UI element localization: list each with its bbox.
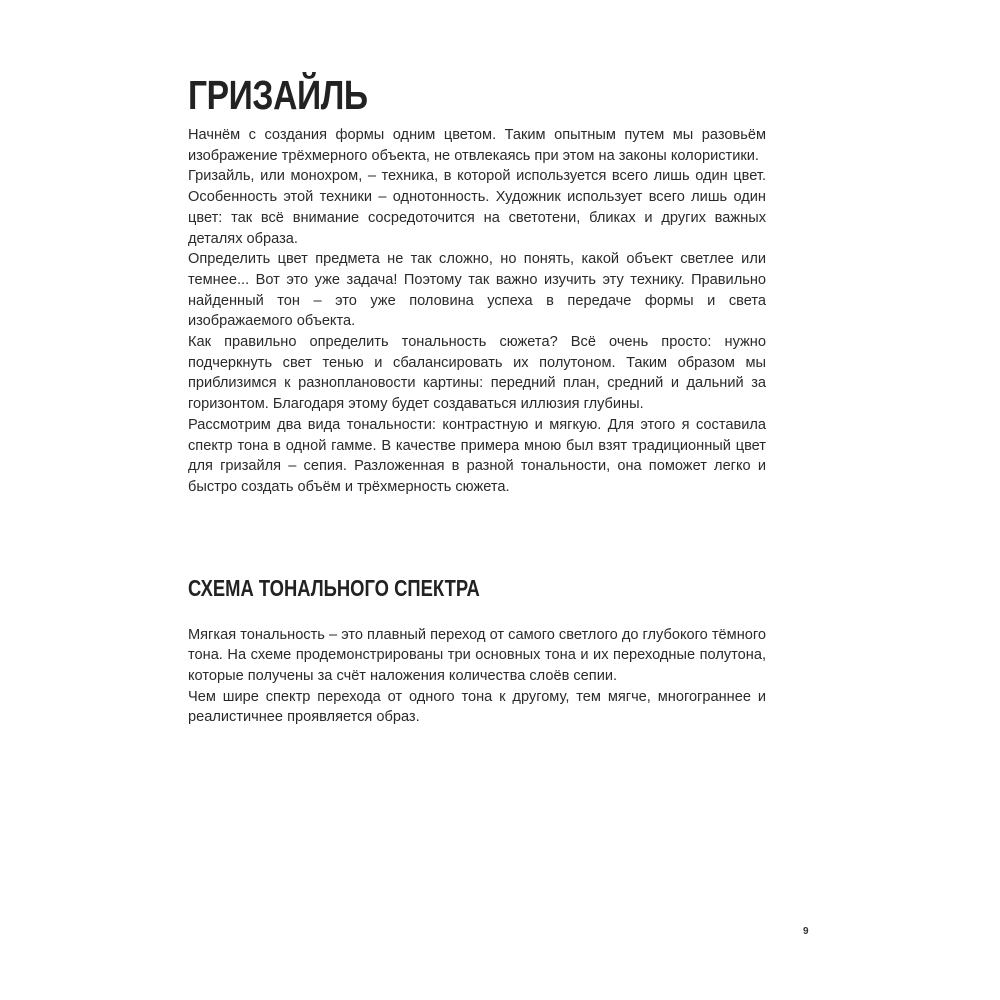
paragraph: Мягкая тональность – это плавный переход от самого светлого до глубокого тёмного тона. На схеме продемонстрированы три основных тона и их переходные полутона, которые получены за счёт наложения количества слоёв сепии. (188, 626, 766, 685)
section-heading: СХЕМА ТОНАЛЬНОГО СПЕКТРА (188, 574, 480, 601)
page-title: ГРИЗАЙЛЬ (188, 72, 368, 118)
intro-text-block (188, 125, 766, 498)
paragraph: Начнём с создания формы одним цветом. Таким опытным путем мы разовьём изображение трёхмерного объекта, не отвлекаясь при этом на законы колористики. (188, 127, 766, 164)
paragraph: Как правильно определить тональность сюжета? Всё очень просто: нужно подчеркнуть свет тенью и сбалансировать их полутоном. Таким образом мы приблизимся к разноплановости картины: передний план, средний и дальний за горизонтом. Благодаря этому будет создаваться иллюзия глубины. (188, 334, 766, 413)
tonal-spectrum-text-block (188, 625, 766, 729)
paragraph: Рассмотрим два вида тональности: контрастную и мягкую. Для этого я составила спектр тона в одной гамме. В качестве примера мною был взят традиционный цвет для гризайля – сепия. Разложенная в разной тональности, она поможет легко и быстро создать объём и трёхмерность сюжета. (188, 416, 766, 495)
page-content (188, 70, 766, 728)
page-number: 9 (803, 926, 809, 937)
paragraph: Гризайль, или монохром, – техника, в которой используется всего лишь один цвет. Особенность этой техники – однотонность. Художник использует всего лишь один цвет: так всё внимание сосредоточится на светотени, бликах и других важных деталях образа. (188, 168, 766, 247)
paragraph: Чем шире спектр перехода от одного тона к другому, тем мягче, многограннее и реалистичнее проявляется образ. (188, 688, 766, 726)
paragraph: Определить цвет предмета не так сложно, но понять, какой объект светлее или темнее... Вот это уже задача! Поэтому так важно изучить эту технику. Правильно найденный тон – это уже половина успеха в передаче формы и света изображаемого объекта. (188, 251, 766, 330)
